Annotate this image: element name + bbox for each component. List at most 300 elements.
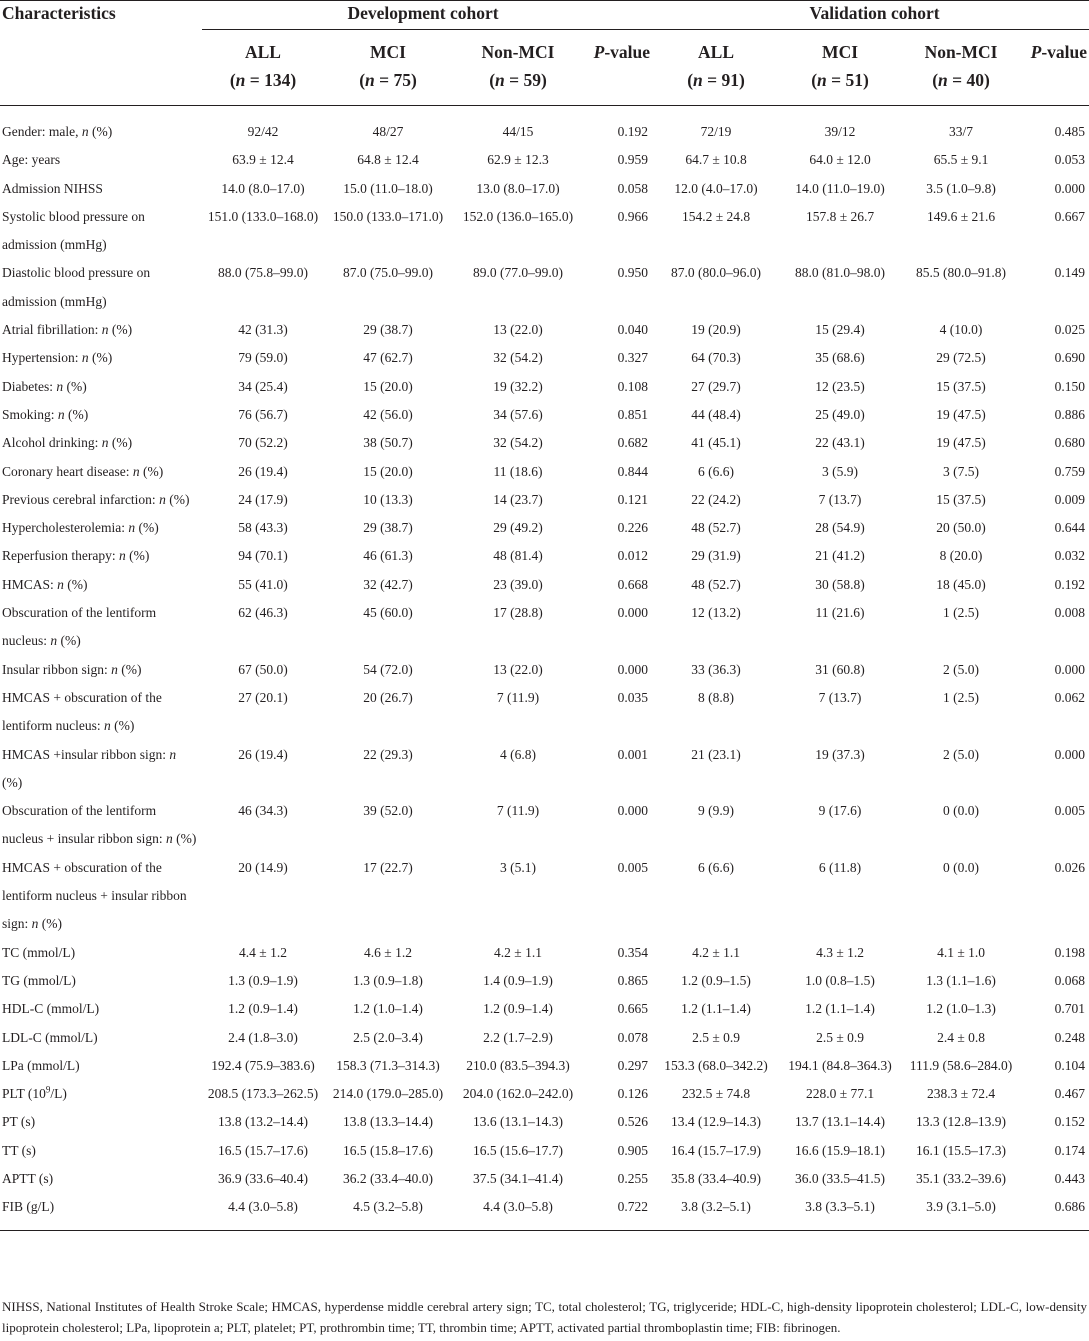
cell-dev-mci: 214.0 (179.0–285.0) (332, 1086, 444, 1102)
cell-val-mci: 30 (58.8) (815, 576, 865, 592)
cell-val-mci: 9 (17.6) (818, 803, 862, 819)
n-value: 59 (523, 70, 541, 90)
cell-val-all: 64 (70.3) (691, 350, 741, 366)
table-row (0, 486, 1089, 514)
p-symbol: P (593, 42, 605, 62)
cell-val-p-value: 0.026 (1054, 859, 1086, 875)
cell-dev-mci: 32 (42.7) (363, 576, 413, 592)
cell-val-all: 232.5 ± 74.8 (681, 1086, 751, 1102)
dev-col-mci-header (324, 30, 452, 106)
cell-dev-p-value: 0.005 (617, 859, 649, 875)
cell-dev-all: 26 (19.4) (238, 463, 288, 479)
cell-val-all: 1.2 (1.1–1.4) (681, 1001, 751, 1017)
cell-val-all: 33 (36.3) (691, 661, 741, 677)
cell-dev-all: 34 (25.4) (238, 378, 288, 394)
cell-val-p-value: 0.680 (1054, 435, 1086, 451)
cell-dev-p-value: 0.905 (617, 1142, 649, 1158)
row-label: Alcohol drinking: n (%) (2, 435, 133, 451)
cell-dev-non-mci: 32 (54.2) (493, 435, 543, 451)
cell-val-mci: 39/12 (824, 124, 856, 139)
cell-dev-p-value: 0.327 (617, 350, 649, 366)
cell-val-mci: 2.5 ± 0.9 (816, 1029, 864, 1045)
cell-dev-p-value: 0.040 (617, 322, 649, 338)
cell-dev-p-value: 0.966 (617, 208, 649, 224)
cell-val-mci: 6 (11.8) (818, 859, 862, 875)
n-value: 91 (721, 70, 740, 90)
cell-val-non-mci: 3.9 (3.1–5.0) (900, 1193, 1022, 1230)
cell-val-all: 48 (52.7) (691, 520, 741, 536)
row-label: Obscuration of the lentiform nucleus: n (%) (2, 605, 157, 649)
row-label: PLT $(10^9/L)$ (2, 1084, 67, 1102)
cell-dev-mci: 15.0 (11.0–18.0) (343, 180, 433, 196)
row-label: Coronary heart disease: n (%) (2, 463, 164, 479)
table-row (0, 175, 1089, 203)
val-col-mci-header (780, 30, 900, 106)
cell-dev-mci: 16.5 (15.8–17.6) (343, 1142, 433, 1158)
cell-dev-all: 151.0 (133.0–168.0) (207, 208, 319, 224)
cell-val-all: 87.0 (80.0–96.0) (671, 265, 762, 281)
cell-val-mci: 28 (54.9) (815, 520, 865, 536)
table-row (0, 373, 1089, 401)
row-label: Atrial fibrillation: n (%) (2, 322, 133, 338)
cell-dev-mci: 20 (26.7) (363, 689, 413, 705)
cell-val-mci: 228.0 ± 77.1 (805, 1086, 875, 1102)
cell-val-mci: 35 (68.6) (815, 350, 865, 366)
cell-dev-p-value: 0.665 (617, 1001, 649, 1017)
cell-dev-non-mci: 13.0 (8.0–17.0) (476, 180, 560, 196)
cell-dev-p-value: 0.526 (617, 1114, 649, 1130)
cell-val-mci: 19 (37.3) (815, 746, 865, 762)
cell-val-all: 12.0 (4.0–17.0) (674, 180, 758, 196)
cell-val-all: 44 (48.4) (691, 406, 741, 422)
cell-dev-mci: 39 (52.0) (363, 803, 413, 819)
cell-val-p-value: 0.443 (1054, 1170, 1086, 1186)
cell-val-all: 64.7 ± 10.8 (685, 152, 747, 168)
row-label: TC (mmol/L) (2, 944, 76, 960)
cell-dev-non-mci: 19 (32.2) (493, 378, 543, 394)
cell-val-mci: 13.7 (13.1–14.4) (795, 1114, 886, 1130)
row-label: HMCAS +insular ribbon sign: n (%) (2, 746, 177, 790)
cell-val-mci: 12 (23.5) (815, 378, 865, 394)
cell-dev-non-mci: 62.9 ± 12.3 (487, 152, 549, 168)
n-equals: = (702, 70, 722, 90)
cell-dev-p-value: 0.959 (617, 152, 649, 168)
cell-dev-p-value: 0.078 (617, 1029, 649, 1045)
cell-val-mci: 14.0 (11.0–19.0) (795, 180, 885, 196)
cell-dev-all: 88.0 (75.8–99.0) (218, 265, 308, 281)
cell-dev-non-mci: 4.2 ± 1.1 (494, 944, 542, 960)
cell-dev-non-mci: 4.4 (3.0–5.8) (452, 1193, 584, 1230)
table-row (0, 1165, 1089, 1193)
table-row (0, 995, 1089, 1023)
cell-val-non-mci: 1 (2.5) (943, 689, 980, 705)
cell-val-p-value: 0.104 (1054, 1057, 1086, 1073)
characteristics-header: Characteristics (2, 3, 116, 23)
column-sample-size: (n = 134) (229, 70, 297, 90)
cell-dev-all: 92/42 (247, 124, 279, 139)
cell-val-non-mci: 20 (50.0) (936, 520, 986, 536)
cell-dev-mci: 64.8 ± 12.4 (357, 152, 419, 168)
cell-val-non-mci: 1 (2.5) (943, 605, 980, 621)
cell-dev-non-mci: 23 (39.0) (493, 576, 543, 592)
cell-dev-mci: 87.0 (75.0–99.0) (343, 265, 433, 281)
cell-dev-p-value: 0.001 (617, 746, 649, 762)
cell-val-mci: 31 (60.8) (815, 661, 865, 677)
cell-dev-all: 27 (20.1) (238, 689, 288, 705)
cell-val-non-mci: 8 (20.0) (939, 548, 983, 564)
dev-col-all-header (202, 30, 324, 106)
row-label: HMCAS: n (%) (2, 576, 88, 592)
cell-val-non-mci: 111.9 (58.6–284.0) (909, 1057, 1013, 1073)
table-row (0, 1080, 1089, 1108)
row-label: Systolic blood pressure on admission (mmHg) (2, 208, 145, 253)
cell-val-non-mci: 35.1 (33.2–39.6) (916, 1170, 1007, 1186)
cell-val-all: 19 (20.9) (691, 322, 741, 338)
cell-dev-all: 62 (46.3) (238, 605, 288, 621)
cell-val-mci: 21 (41.2) (815, 548, 865, 564)
cell-dev-all: 14.0 (8.0–17.0) (221, 180, 305, 196)
table-row (0, 203, 1089, 260)
cell-val-all: 12 (13.2) (691, 605, 741, 621)
column-group-name: MCI (822, 42, 859, 62)
dev-col-non-mci-header (452, 30, 584, 106)
n-equals: = (374, 70, 394, 90)
cell-dev-all: 192.4 (75.9–383.6) (211, 1057, 315, 1073)
cell-dev-p-value: 0.000 (617, 605, 649, 621)
cell-dev-all: 76 (56.7) (238, 406, 288, 422)
cell-val-p-value: 0.000 (1054, 661, 1086, 677)
cell-dev-all: 4.4 (3.0–5.8) (202, 1193, 324, 1230)
cell-val-non-mci: 19 (47.5) (936, 406, 986, 422)
table-row (0, 741, 1089, 798)
n-symbol: n (938, 70, 948, 90)
cell-val-non-mci: 15 (37.5) (936, 491, 986, 507)
table-row (0, 684, 1089, 741)
cell-dev-all: 24 (17.9) (238, 491, 288, 507)
cell-val-all: 29 (31.9) (691, 548, 741, 564)
row-label: Reperfusion therapy: n (%) (2, 548, 150, 564)
cell-val-p-value: 0.485 (1054, 124, 1086, 139)
table-row (0, 316, 1089, 344)
cell-val-non-mci: 13.3 (12.8–13.9) (916, 1114, 1007, 1130)
cell-val-non-mci: 19 (47.5) (936, 435, 986, 451)
cell-val-all: 1.2 (0.9–1.5) (681, 972, 751, 988)
n-symbol: n (693, 70, 703, 90)
cell-val-all: 35.8 (33.4–40.9) (671, 1170, 762, 1186)
cell-val-non-mci: 1.3 (1.1–1.6) (926, 972, 996, 988)
cell-dev-non-mci: 210.0 (83.5–394.3) (466, 1057, 570, 1073)
table-row (0, 571, 1089, 599)
cell-val-p-value: 0.690 (1054, 350, 1086, 366)
cell-dev-p-value: 0.035 (617, 689, 649, 705)
cell-dev-mci: 29 (38.7) (363, 322, 413, 338)
cell-dev-mci: 158.3 (71.3–314.3) (336, 1057, 440, 1073)
row-label: Hypercholesterolemia: n (%) (2, 520, 159, 536)
cell-dev-all: 16.5 (15.7–17.6) (218, 1142, 308, 1158)
cell-dev-non-mci: 152.0 (136.0–165.0) (462, 208, 574, 224)
cell-val-p-value: 0.152 (1054, 1114, 1086, 1130)
cell-dev-p-value: 0.121 (617, 491, 649, 507)
row-label: TG (mmol/L) (2, 972, 76, 988)
cell-val-p-value: 0.759 (1054, 463, 1086, 479)
cell-dev-non-mci: 44/15 (502, 124, 534, 139)
cell-dev-all: 1.2 (0.9–1.4) (228, 1001, 298, 1017)
cell-val-mci: 194.1 (84.8–364.3) (788, 1057, 892, 1073)
cell-val-p-value: 0.032 (1054, 548, 1086, 564)
cell-dev-mci: 46 (61.3) (363, 548, 413, 564)
cell-dev-p-value: 0.126 (617, 1086, 649, 1102)
table-row (0, 1108, 1089, 1136)
cell-val-p-value: 0.062 (1054, 689, 1086, 705)
row-label: Admission NIHSS (2, 180, 103, 196)
column-sample-size: (n = 91) (687, 70, 745, 90)
cell-val-non-mci: 2 (5.0) (943, 746, 980, 762)
cell-val-p-value: 0.467 (1054, 1086, 1086, 1102)
cell-dev-p-value: 0.000 (617, 661, 649, 677)
cell-dev-non-mci: 4 (6.8) (500, 746, 536, 762)
cell-dev-mci: 1.3 (0.9–1.8) (353, 972, 423, 988)
cell-val-non-mci: 3.5 (1.0–9.8) (926, 180, 996, 196)
cell-dev-p-value: 0.865 (617, 972, 649, 988)
cell-dev-p-value: 0.722 (584, 1193, 652, 1230)
cell-dev-non-mci: 17 (28.8) (493, 605, 543, 621)
cell-dev-p-value: 0.108 (617, 378, 649, 394)
table-row (0, 1137, 1089, 1165)
cell-val-mci: 7 (13.7) (818, 491, 862, 507)
cell-val-all: 6 (6.6) (698, 859, 735, 875)
cell-dev-all: 208.5 (173.3–262.5) (207, 1086, 319, 1102)
table-row (0, 656, 1089, 684)
val-p-value-header (1022, 30, 1089, 106)
cell-val-non-mci: 149.6 ± 21.6 (926, 208, 996, 224)
cell-dev-p-value: 0.192 (617, 124, 649, 139)
cell-val-non-mci: 29 (72.5) (936, 350, 986, 366)
cell-dev-non-mci: 89.0 (77.0–99.0) (473, 265, 563, 281)
cell-dev-all: 42 (31.3) (238, 322, 288, 338)
cell-dev-all: 55 (41.0) (238, 576, 288, 592)
cell-dev-non-mci: 3 (5.1) (500, 859, 536, 875)
column-sample-size: (n = 75) (359, 70, 417, 90)
cell-dev-all: 2.4 (1.8–3.0) (228, 1029, 298, 1045)
cell-dev-p-value: 0.844 (617, 463, 649, 479)
cell-dev-all: 1.3 (0.9–1.9) (228, 972, 298, 988)
cell-val-mci: 1.0 (0.8–1.5) (805, 972, 875, 988)
cell-val-non-mci: 2 (5.0) (943, 661, 980, 677)
table-body (0, 106, 1089, 1231)
column-group-name: Non-MCI (481, 42, 555, 62)
cell-dev-mci: 38 (50.7) (363, 435, 413, 451)
cell-val-p-value: 0.000 (1054, 746, 1086, 762)
cell-val-p-value: 0.886 (1054, 406, 1086, 422)
cell-val-all: 16.4 (15.7–17.9) (671, 1142, 762, 1158)
cell-val-mci: 16.6 (15.9–18.1) (795, 1142, 886, 1158)
cell-val-p-value: 0.008 (1054, 605, 1086, 621)
cell-dev-p-value: 0.354 (617, 944, 649, 960)
cell-val-all: 27 (29.7) (691, 378, 741, 394)
cell-dev-all: 46 (34.3) (238, 803, 288, 819)
cell-val-non-mci: 1.2 (1.0–1.3) (926, 1001, 996, 1017)
cell-val-all: 21 (23.1) (691, 746, 741, 762)
cell-val-p-value: 0.192 (1054, 576, 1086, 592)
cell-dev-p-value: 0.682 (617, 435, 649, 451)
cell-dev-mci: 42 (56.0) (363, 406, 413, 422)
table-row (0, 1052, 1089, 1080)
cell-dev-p-value: 0.000 (617, 803, 649, 819)
cell-dev-non-mci: 7 (11.9) (496, 803, 540, 819)
cell-val-p-value: 0.174 (1054, 1142, 1086, 1158)
n-equals: = (245, 70, 265, 90)
table-row (0, 967, 1089, 995)
val-col-non-mci-header (900, 30, 1022, 106)
cell-dev-mci: 4.5 (3.2–5.8) (324, 1193, 452, 1230)
cell-val-all: 9 (9.9) (698, 803, 735, 819)
cell-val-mci: 25 (49.0) (815, 406, 865, 422)
n-symbol: n (495, 70, 505, 90)
row-label: PT (s) (2, 1114, 36, 1130)
column-sample-size: (n = 40) (932, 70, 990, 90)
cell-val-all: 154.2 ± 24.8 (681, 208, 751, 224)
cell-dev-all: 13.8 (13.2–14.4) (218, 1114, 308, 1130)
cell-dev-mci: 4.6 ± 1.2 (364, 944, 412, 960)
cell-dev-mci: 2.5 (2.0–3.4) (353, 1029, 423, 1045)
cell-dev-mci: 36.2 (33.4–40.0) (343, 1170, 433, 1186)
cell-dev-mci: 13.8 (13.3–14.4) (343, 1114, 433, 1130)
cell-val-non-mci: 85.5 (80.0–91.8) (916, 265, 1007, 281)
cell-val-mci: 36.0 (33.5–41.5) (795, 1170, 886, 1186)
row-label: Hypertension: n (%) (2, 350, 113, 366)
row-label: Age: years (2, 152, 61, 168)
cell-val-p-value: 0.150 (1054, 378, 1086, 394)
cell-dev-all: 4.4 ± 1.2 (239, 944, 287, 960)
cell-val-p-value: 0.248 (1054, 1029, 1086, 1045)
row-label: HDL-C (mmol/L) (2, 1001, 100, 1017)
cell-dev-all: 94 (70.1) (238, 548, 288, 564)
cell-dev-mci: 48/27 (372, 124, 404, 139)
cell-val-mci: 4.3 ± 1.2 (816, 944, 864, 960)
column-sample-size: (n = 51) (811, 70, 869, 90)
cell-dev-mci: 29 (38.7) (363, 520, 413, 536)
n-value: 40 (966, 70, 985, 90)
cell-val-all: 153.3 (68.0–342.2) (664, 1057, 768, 1073)
cell-val-p-value: 0.068 (1054, 972, 1086, 988)
cell-dev-all: 67 (50.0) (238, 661, 288, 677)
n-symbol: n (365, 70, 375, 90)
cell-val-all: 72/19 (700, 124, 732, 139)
cell-val-mci: 1.2 (1.1–1.4) (805, 1001, 875, 1017)
cell-val-mci: 3 (5.9) (822, 463, 859, 479)
cell-val-all: 6 (6.6) (698, 463, 735, 479)
cell-val-p-value: 0.009 (1054, 491, 1086, 507)
cell-val-non-mci: 3 (7.5) (943, 463, 980, 479)
table-row (0, 106, 1089, 147)
cell-dev-mci: 1.2 (1.0–1.4) (353, 1001, 423, 1017)
cell-dev-non-mci: 11 (18.6) (493, 463, 543, 479)
table-row (0, 458, 1089, 486)
cell-dev-non-mci: 1.2 (0.9–1.4) (483, 1001, 553, 1017)
cell-val-non-mci: 18 (45.0) (936, 576, 986, 592)
cell-dev-non-mci: 204.0 (162.0–242.0) (462, 1086, 574, 1102)
column-group-name: MCI (370, 42, 406, 62)
cell-val-p-value: 0.053 (1054, 152, 1086, 168)
cell-dev-non-mci: 29 (49.2) (493, 520, 543, 536)
cell-dev-p-value: 0.012 (617, 548, 649, 564)
cell-dev-p-value: 0.668 (617, 576, 649, 592)
cell-dev-all: 26 (19.4) (238, 746, 288, 762)
cell-dev-p-value: 0.950 (617, 265, 649, 281)
cell-val-all: 41 (45.1) (691, 435, 741, 451)
row-label: TT (s) (2, 1142, 36, 1158)
cell-val-p-value: 0.198 (1054, 944, 1086, 960)
n-value: 75 (393, 70, 411, 90)
column-group-name: ALL (698, 42, 735, 62)
cell-val-p-value: 0.686 (1022, 1193, 1089, 1230)
cell-dev-mci: 47 (62.7) (363, 350, 413, 366)
cell-val-non-mci: 2.4 ± 0.8 (937, 1029, 985, 1045)
cell-val-all: 22 (24.2) (691, 491, 741, 507)
cell-dev-non-mci: 2.2 (1.7–2.9) (483, 1029, 553, 1045)
table-row (0, 344, 1089, 372)
table-row (0, 1193, 1089, 1230)
n-equals: = (826, 70, 846, 90)
cell-dev-all: 63.9 ± 12.4 (232, 152, 294, 168)
cell-dev-mci: 17 (22.7) (363, 859, 413, 875)
row-label: Previous cerebral infarction: n (%) (2, 491, 190, 507)
row-label: FIB (g/L) (0, 1193, 202, 1230)
row-label: Diabetes: n (%) (2, 378, 87, 394)
n-value: 134 (264, 70, 291, 90)
n-symbol: n (817, 70, 827, 90)
cell-dev-mci: 45 (60.0) (363, 605, 413, 621)
characteristics-header-spacer (0, 30, 202, 106)
table-row (0, 146, 1089, 174)
cell-dev-p-value: 0.226 (617, 520, 649, 536)
cell-val-mci: 88.0 (81.0–98.0) (795, 265, 886, 281)
cell-dev-non-mci: 14 (23.7) (493, 491, 543, 507)
row-label: APTT (s) (2, 1170, 54, 1186)
cell-val-p-value: 0.644 (1054, 520, 1086, 536)
n-equals: = (947, 70, 967, 90)
cell-val-mci: 157.8 ± 26.7 (805, 208, 875, 224)
cell-dev-p-value: 0.058 (617, 180, 649, 196)
table-row (0, 599, 1089, 656)
cell-dev-non-mci: 13 (22.0) (493, 661, 543, 677)
cell-val-all: 8 (8.8) (698, 689, 735, 705)
table-row (0, 1024, 1089, 1052)
row-label: Obscuration of the lentiform nucleus + insular ribbon sign: n (%) (2, 803, 197, 847)
cell-val-mci: 64.0 ± 12.0 (809, 152, 871, 168)
cell-dev-p-value: 0.851 (617, 406, 649, 422)
cell-val-mci: 22 (43.1) (815, 435, 865, 451)
table-row (0, 514, 1089, 542)
cell-val-all: 48 (52.7) (691, 576, 741, 592)
column-group-name: Non-MCI (924, 42, 998, 62)
cell-dev-non-mci: 13 (22.0) (493, 322, 543, 338)
p-value-suffix: -value (604, 42, 651, 62)
cell-dev-non-mci: 7 (11.9) (496, 689, 540, 705)
cell-dev-p-value: 0.297 (617, 1057, 649, 1073)
cell-val-p-value: 0.005 (1054, 803, 1086, 819)
row-label: LPa (mmol/L) (2, 1057, 80, 1073)
val-col-all-header (652, 30, 780, 106)
cell-val-p-value: 0.667 (1054, 208, 1086, 224)
table-row (0, 429, 1089, 457)
table-row (0, 797, 1089, 854)
cell-val-non-mci: 0 (0.0) (943, 803, 980, 819)
cell-dev-mci: 150.0 (133.0–171.0) (332, 208, 444, 224)
cell-val-all: 2.5 ± 0.9 (692, 1029, 740, 1045)
cell-dev-non-mci: 34 (57.6) (493, 406, 543, 422)
cell-dev-non-mci: 37.5 (34.1–41.4) (473, 1170, 563, 1186)
